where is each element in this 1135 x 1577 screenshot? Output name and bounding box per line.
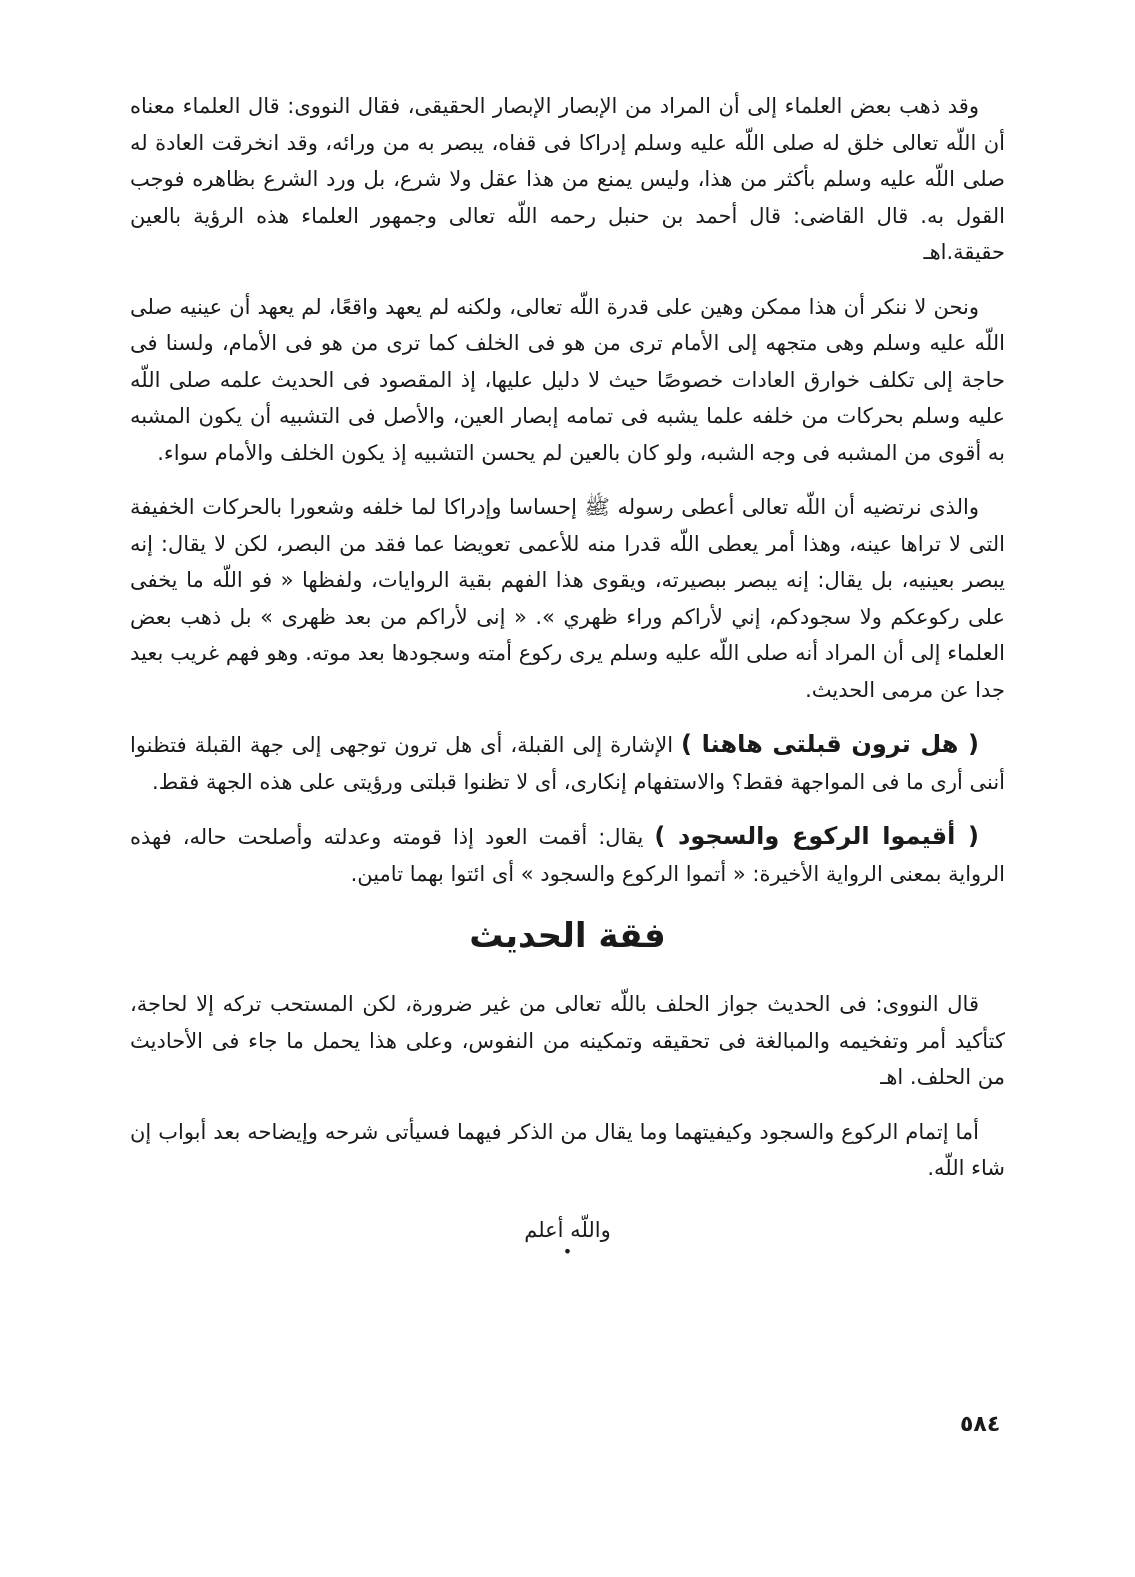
paragraph-4-heading: ( هل ترون قبلتى هاهنا ): [681, 730, 979, 758]
section-title: فقة الحديث: [469, 916, 666, 956]
paragraph-5-text: يقال: أقمت العود إذا قومته وعدلته وأصلحت حاله، فهذه الرواية بمعنى الرواية الأخيرة: « أتموا الركوع والسجود » أى ائتوا بهما تامين.: [130, 825, 1005, 886]
paragraph-5: [130, 818, 1005, 892]
paragraph-1: وقد ذهب بعض العلماء إلى أن المراد من الإبصار الإبصار الحقيقى، فقال النووى: قال العلماء معناه أن اللّه تعالى خلق له صلى اللّه عليه وسلم إدراكا فى قفاه، يبصر به من ورائه، وقد انخرقت العادة له صلى اللّه عليه وسلم بأكثر من هذا، وليس يمنع من هذا عقل ولا شرع، بل ورد الشرع بظاهره فوجب القول به. قال القاضى: قال أحمد بن حنبل رحمه اللّه تعالى وجمهور العلماء هذه الرؤية بالعين حقيقة.اهـ: [130, 94, 1005, 264]
paragraph-4-text: الإشارة إلى القبلة، أى هل ترون توجهى إلى جهة القبلة فتظنوا أننى أرى ما فى المواجهة فقط؟ والاستفهام إنكارى، أى لا تظنوا قبلتى ورؤيتى على هذه الجهة فقط.: [130, 733, 1005, 794]
paragraph-5-heading: ( أقيموا الركوع والسجود ): [654, 822, 979, 850]
page-body: [130, 88, 1005, 1261]
paragraph-4: [130, 726, 1005, 800]
paragraph-3: والذى نرتضيه أن اللّه تعالى أعطى رسوله ﷺ إحساسا وإدراكا لما خلفه وشعورا بالحركات الخفيفة التى لا تراها عينه، وهذا أمر يعطى اللّه قدرا منه للأعمى تعويضا عما فقد من البصر، لكن لا يقال: إنه يبصر بعينيه، بل يقال: إنه يبصر ببصيرته، ويقوى هذا الفهم بقية الروايات، ولفظها « فو اللّه ما يخفى على ركوعكم ولا سجودكم، إني لأراكم وراء ظهري ». « إنى لأراكم من بعد ظهرى » بل ذهب بعض العلماء إلى أن المراد أنه صلى اللّه عليه وسلم يرى ركوع أمته وسجودها بعد موته. وهو فهم غريب بعيد جدا عن مرمى الحديث.: [130, 495, 1005, 702]
closing-phrase: واللّه أعلم: [524, 1217, 611, 1242]
paragraph-6: قال النووى: فى الحديث جواز الحلف باللّه تعالى من غير ضرورة، لكن المستحب تركه إلا لحاجة، كتأكيد أمر وتفخيمه والمبالغة فى تحقيقه وتمكينه من النفوس، وعلى هذا يحمل ما جاء فى الأحاديث من الحلف. اهـ: [130, 992, 1005, 1089]
paragraph-7: أما إتمام الركوع والسجود وكيفيتهما وما يقال من الذكر فيهما فسيأتى شرحه وإيضاحه بعد أبواب إن شاء اللّه.: [130, 1119, 1005, 1180]
closing-dot: •: [562, 1241, 573, 1261]
paragraph-2: ونحن لا ننكر أن هذا ممكن وهين على قدرة اللّه تعالى، ولكنه لم يعهد واقعًا، لم يعهد أن عينيه صلى اللّه عليه وسلم وهى متجهه إلى الأمام ترى من هو فى الخلف كما ترى من هو فى الأمام، ولسنا فى حاجة إلى تكلف خوارق العادات خصوصًا حيث لا دليل عليها، إذ المقصود فى الحديث علمه صلى اللّه عليه وسلم بحركات من خلفه علما يشبه فى تمامه إبصار العين، والأصل فى التشبيه أن يكون المشبه به أقوى من المشبه فى وجه الشبه، ولو كان بالعين لم يحسن التشبيه إذ يكون الخلف والأمام سواء.: [130, 294, 1005, 465]
page-number: ٥٨٤: [960, 1412, 1001, 1437]
